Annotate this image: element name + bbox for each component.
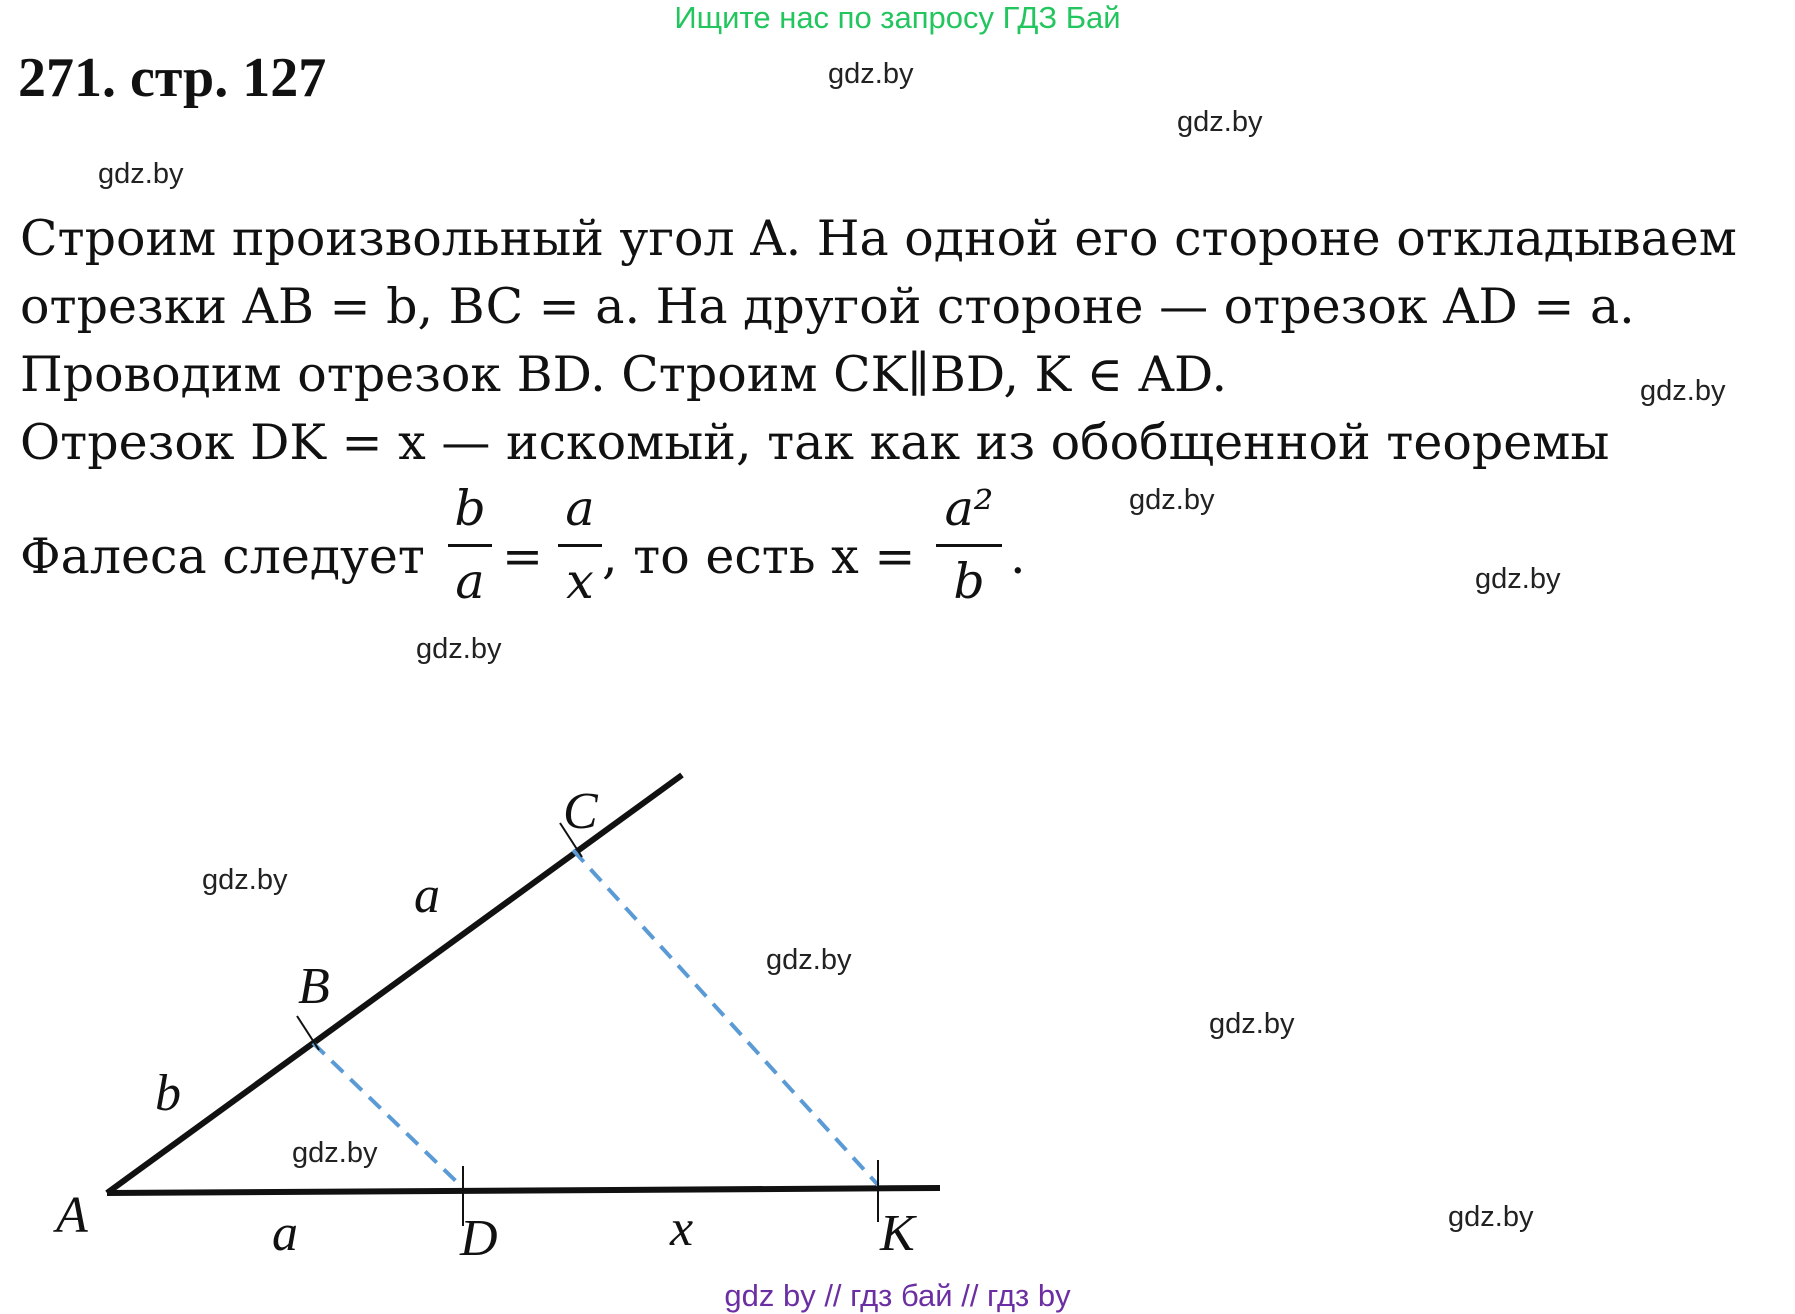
- label-segment-dk: x: [670, 1200, 694, 1257]
- watermark: gdz.by: [416, 633, 502, 665]
- label-a: A: [56, 1187, 88, 1244]
- solution-line-2: отрезки AB = b, BC = a. На другой стороне — отрезок AD = a.: [20, 278, 1635, 335]
- equals-sign: =: [502, 528, 544, 585]
- search-banner: Ищите нас по запросу ГДЗ Бай: [674, 0, 1121, 35]
- fraction-denominator: x: [566, 553, 594, 610]
- watermark: gdz.by: [828, 58, 914, 90]
- solution-line-3: Проводим отрезок BD. Строим CK∥BD, K ∈ AD.: [20, 346, 1228, 403]
- segment-ck-dashed: [573, 850, 878, 1185]
- ray-adk: [107, 1188, 940, 1193]
- fraction-denominator: a: [455, 553, 485, 610]
- label-d: D: [460, 1210, 498, 1267]
- solution-line-5-mid: , то есть x =: [602, 528, 916, 585]
- label-segment-bc: a: [414, 867, 440, 924]
- label-k: K: [880, 1205, 915, 1262]
- solution-line-4: Отрезок DK = x — искомый, так как из обобщенной теоремы: [20, 414, 1610, 471]
- segment-bd-dashed: [313, 1043, 462, 1187]
- watermark: gdz.by: [1475, 563, 1561, 595]
- fraction-denominator: b: [953, 553, 985, 610]
- watermark: gdz.by: [98, 158, 184, 190]
- watermark: gdz.by: [1640, 375, 1726, 407]
- footer-links: gdz by // гдз бай // гдз by: [724, 1278, 1071, 1313]
- watermark: gdz.by: [1177, 106, 1263, 138]
- label-segment-ab: b: [155, 1065, 181, 1122]
- solution-line-5-prefix: Фалеса следует: [20, 528, 425, 585]
- solution-line-5-end: .: [1010, 528, 1026, 585]
- watermark: gdz.by: [1448, 1201, 1534, 1233]
- watermark: gdz.by: [766, 944, 852, 976]
- fraction-numerator: a²: [944, 480, 994, 537]
- label-segment-ad: a: [272, 1205, 298, 1262]
- fraction-numerator: b: [454, 480, 486, 537]
- watermark: gdz.by: [1209, 1008, 1295, 1040]
- solution-line-1: Строим произвольный угол A. На одной его стороне откладываем: [20, 210, 1737, 267]
- problem-heading: 271. стр. 127: [18, 47, 327, 109]
- watermark: gdz.by: [292, 1137, 378, 1169]
- label-b: B: [298, 958, 330, 1015]
- watermark: gdz.by: [1129, 484, 1215, 516]
- label-c: C: [563, 783, 598, 840]
- watermark: gdz.by: [202, 864, 288, 896]
- fraction-numerator: a: [565, 480, 595, 537]
